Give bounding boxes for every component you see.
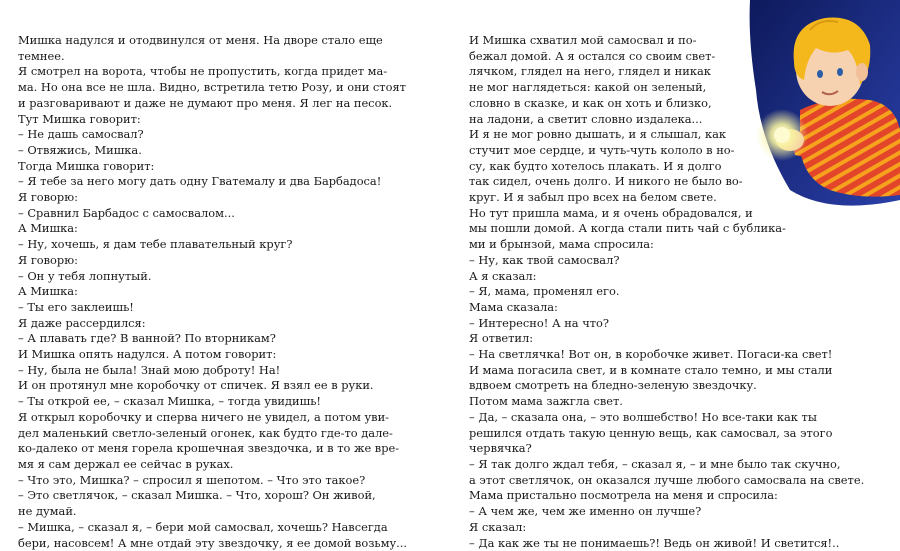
text-line-left: – Отвяжись, Мишка. [18, 143, 400, 159]
text-line-right: И я не мог ровно дышать, и я слышал, как [469, 127, 861, 143]
text-line-left: А Мишка: [18, 284, 400, 300]
text-line-right: вдвоем смотреть на бледно-зеленую звездочку. [469, 378, 861, 394]
text-line-right: лячком, глядел на него, глядел и никак [469, 64, 861, 80]
text-line-left: темнее. [18, 49, 400, 65]
text-line-left: А Мишка: [18, 221, 400, 237]
text-line-left: Я говорю: [18, 190, 400, 206]
text-line-left: бери, насовсем! А мне отдай эту звездочку, я ее домой возьму... [18, 536, 400, 551]
text-line-right: – А чем же, чем же именно он лучше? [469, 504, 861, 520]
text-line-left: Я говорю: [18, 253, 400, 269]
text-line-right: Мама сказала: [469, 300, 861, 316]
text-line-left: – Ну, хочешь, я дам тебе плавательный круг? [18, 237, 400, 253]
text-line-left: Я даже рассердился: [18, 316, 400, 332]
text-line-right: червячка? [469, 441, 861, 457]
text-line-right: стучит мое сердце, и чуть-чуть кололо в но- [469, 143, 861, 159]
text-line-right: а этот светлячок, он оказался лучше любого самосвала на свете. [469, 473, 861, 489]
text-line-right: мы пошли домой. А когда стали пить чай с бублика- [469, 221, 861, 237]
text-line-left: – Ты открой ее, – сказал Мишка, – тогда увидишь! [18, 394, 400, 410]
text-line-right: – На светлячка! Вот он, в коробочке живет. Погаси-ка свет! [469, 347, 861, 363]
text-line-right: – Да, – сказала она, – это волшебство! Но все-таки как ты [469, 410, 861, 426]
text-line-left: – Что это, Мишка? – спросил я шепотом. – Что это такое? [18, 473, 400, 489]
text-line-right: на ладони, а светит словно издалека... [469, 112, 861, 128]
text-line-left: – Я тебе за него могу дать одну Гватемалу и два Барбадоса! [18, 174, 400, 190]
text-line-right: – Ну, как твой самосвал? [469, 253, 861, 269]
text-line-right: круг. И я забыл про всех на белом свете. [469, 190, 861, 206]
text-line-left: Я смотрел на ворота, чтобы не пропустить, когда придет ма- [18, 64, 400, 80]
text-line-left: Тогда Мишка говорит: [18, 159, 400, 175]
text-line-right: ми и брынзой, мама спросила: [469, 237, 861, 253]
text-line-left: Я открыл коробочку и сперва ничего не увидел, а потом уви- [18, 410, 400, 426]
text-line-left: И Мишка опять надулся. А потом говорит: [18, 347, 400, 363]
text-line-left: и разговаривают и даже не думают про меня. Я лег на песок. [18, 96, 400, 112]
text-column-left [18, 33, 400, 551]
text-line-right: бежал домой. А я остался со своим свет- [469, 49, 861, 65]
text-line-right: Я сказал: [469, 520, 861, 536]
text-line-left: – Мишка, – сказал я, – бери мой самосвал, хочешь? Навсегда [18, 520, 400, 536]
text-line-right: Потом мама зажгла свет. [469, 394, 861, 410]
text-line-right: И мама погасила свет, и в комнате стало темно, и мы стали [469, 363, 861, 379]
text-line-left: И он протянул мне коробочку от спичек. Я взял ее в руки. [18, 378, 400, 394]
text-line-left: ко-далеко от меня горела крошечная звездочка, и в то же вре- [18, 441, 400, 457]
text-line-right: словно в сказке, и как он хоть и близко, [469, 96, 861, 112]
text-line-left: – Ну, была не была! Знай мою доброту! На! [18, 363, 400, 379]
text-line-left: мя я сам держал ее сейчас в руках. [18, 457, 400, 473]
text-line-left: дел маленький светло-зеленый огонек, как будто где-то дале- [18, 426, 400, 442]
text-line-left: – Не дашь самосвал? [18, 127, 400, 143]
text-line-right: И Мишка схватил мой самосвал и по- [469, 33, 861, 49]
text-line-right: не мог наглядеться: какой он зеленый, [469, 80, 861, 96]
text-line-left: – Сравнил Барбадос с самосвалом... [18, 206, 400, 222]
text-line-left: – Ты его заклеишь! [18, 300, 400, 316]
text-line-right: так сидел, очень долго. И никого не было во- [469, 174, 861, 190]
text-line-right: – Интересно! А на что? [469, 316, 861, 332]
text-line-right: решился отдать такую ценную вещь, как самосвал, за этого [469, 426, 861, 442]
text-line-right: – Я так долго ждал тебя, – сказал я, – и мне было так скучно, [469, 457, 861, 473]
text-line-right: Я ответил: [469, 331, 861, 347]
text-line-left: Тут Мишка говорит: [18, 112, 400, 128]
text-line-left: не думай. [18, 504, 400, 520]
text-line-left: ма. Но она все не шла. Видно, встретила тетю Розу, и они стоят [18, 80, 400, 96]
text-line-left: – А плавать где? В ванной? По вторникам? [18, 331, 400, 347]
text-line-left: – Он у тебя лопнутый. [18, 269, 400, 285]
text-line-right: Но тут пришла мама, и я очень обрадовался, и [469, 206, 861, 222]
text-line-left: – Это светлячок, – сказал Мишка. – Что, хорош? Он живой, [18, 488, 400, 504]
text-line-right: – Да как же ты не понимаешь?! Ведь он живой! И светится!.. [469, 536, 861, 551]
text-line-right: А я сказал: [469, 269, 861, 285]
boy-with-firefly-illustration [720, 0, 900, 215]
text-line-left: Мишка надулся и отодвинулся от меня. На дворе стало еще [18, 33, 400, 49]
text-line-right: Мама пристально посмотрела на меня и спросила: [469, 488, 861, 504]
text-line-right: су, как будто хотелось плакать. И я долго [469, 159, 861, 175]
text-line-right: – Я, мама, променял его. [469, 284, 861, 300]
